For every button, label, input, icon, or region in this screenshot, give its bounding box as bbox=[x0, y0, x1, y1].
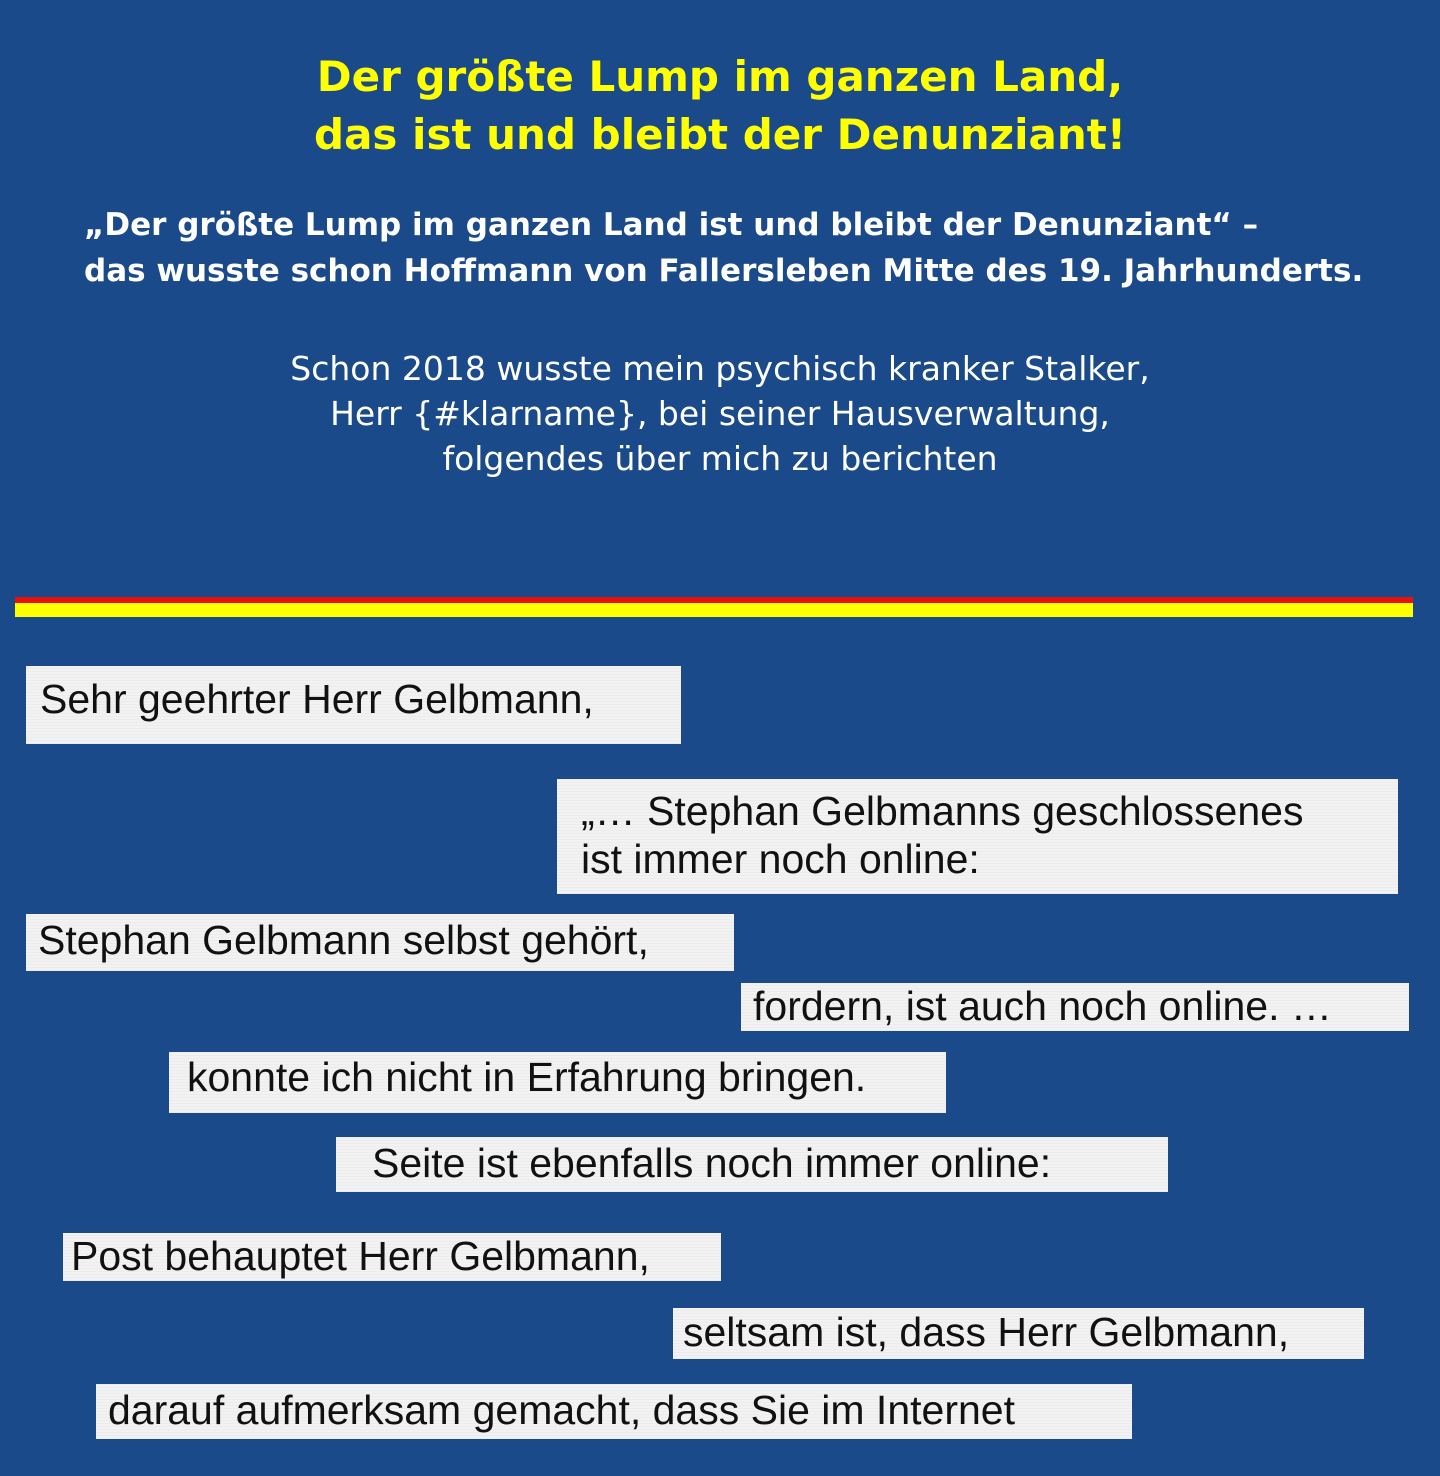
letter-clipping-salutation bbox=[26, 666, 681, 744]
clipping-text: Seite ist ebenfalls noch immer online: bbox=[372, 1140, 1052, 1186]
letter-clipping-internet bbox=[96, 1384, 1132, 1439]
letter-clipping-closed-group bbox=[557, 779, 1398, 894]
clipping-text: Post behauptet Herr Gelbmann, bbox=[71, 1233, 650, 1279]
clipping-text: seltsam ist, dass Herr Gelbmann, bbox=[683, 1309, 1290, 1355]
clipping-text: fordern, ist auch noch online. … bbox=[753, 983, 1332, 1029]
quote-line-2: das wusste schon Hoffmann von Fallersleben Mitte des 19. Jahrhunderts. bbox=[84, 253, 1364, 289]
headline-line-2: das ist und bleibt der Denunziant! bbox=[314, 110, 1126, 159]
clipping-text: konnte ich nicht in Erfahrung bringen. bbox=[187, 1054, 867, 1100]
fallersleben-quote bbox=[84, 202, 1404, 294]
intro-line-1: Schon 2018 wusste mein psychisch kranker Stalker, bbox=[290, 349, 1150, 388]
clipping-text: Sehr geehrter Herr Gelbmann, bbox=[40, 676, 594, 722]
letter-clipping-page-online bbox=[336, 1137, 1168, 1192]
quote-line-1: „Der größte Lump im ganzen Land ist und bleibt der Denunziant“ – bbox=[84, 207, 1259, 243]
intro-line-2: Herr {#klarname}, bei seiner Hausverwaltung, bbox=[330, 394, 1110, 433]
clipping-text: Stephan Gelbmann selbst gehört, bbox=[38, 917, 649, 963]
clipping-text-line-1: „… Stephan Gelbmanns geschlossenes bbox=[581, 788, 1304, 834]
clipping-text-line-2: ist immer noch online: bbox=[581, 836, 980, 882]
divider-stripe-yellow bbox=[15, 603, 1413, 617]
headline bbox=[0, 48, 1440, 164]
clipping-text: darauf aufmerksam gemacht, dass Sie im Internet bbox=[108, 1387, 1015, 1433]
letter-clipping-belongs bbox=[26, 914, 734, 971]
headline-line-1: Der größte Lump im ganzen Land, bbox=[316, 52, 1124, 101]
letter-clipping-demand bbox=[741, 983, 1409, 1031]
letter-clipping-strange bbox=[673, 1308, 1364, 1359]
letter-clipping-post bbox=[63, 1233, 721, 1281]
intro-text bbox=[0, 346, 1440, 481]
intro-line-3: folgendes über mich zu berichten bbox=[442, 439, 998, 478]
letter-clipping-experience bbox=[169, 1052, 946, 1113]
